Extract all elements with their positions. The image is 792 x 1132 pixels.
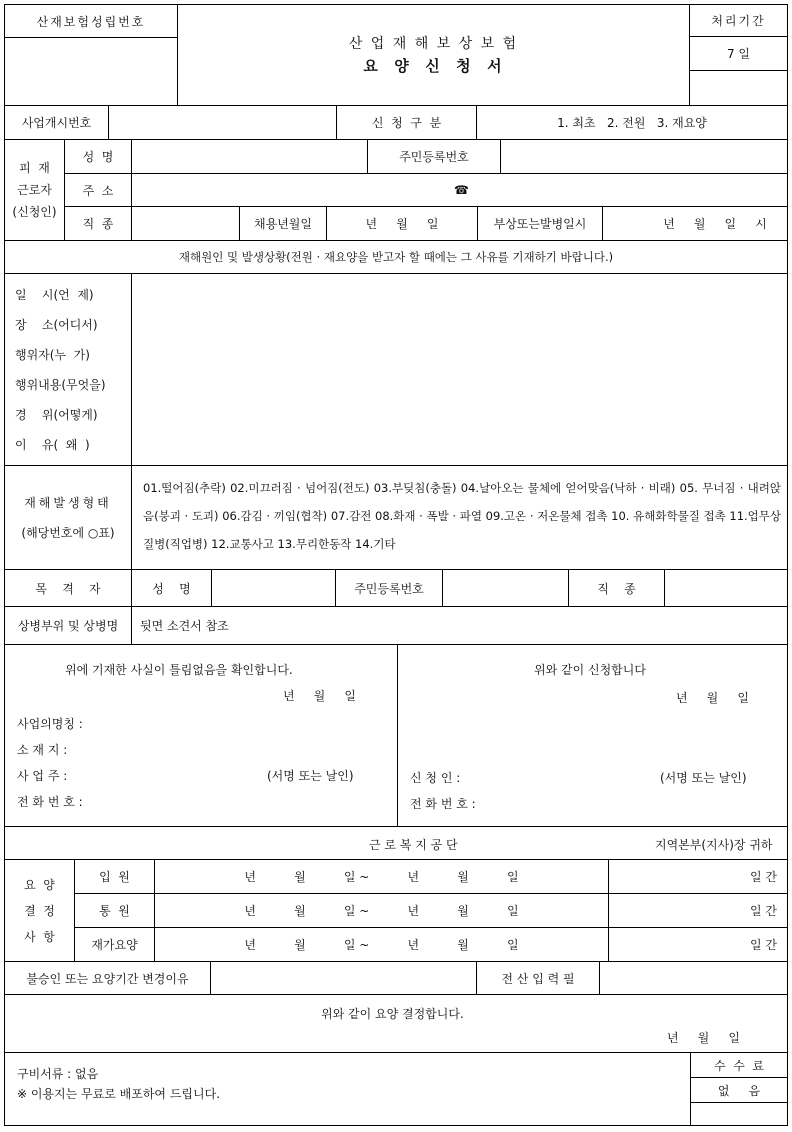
injury-value[interactable]: 뒷면 소견서 참조 xyxy=(140,619,229,633)
apply-type-label: 신 청 구 분 xyxy=(337,106,477,139)
start-no-label: 사업개시번호 xyxy=(5,106,109,139)
worker-id-label: 주민등록번호 xyxy=(368,140,501,174)
cause-item: 이 유( 왜 ) xyxy=(15,437,90,452)
witness-id-label: 주민등록번호 xyxy=(336,570,443,606)
worker-section-label: 피 재 근로자 (신청인) xyxy=(5,140,65,240)
phone-icon: ☎ xyxy=(454,183,469,197)
worker-section xyxy=(5,140,787,241)
witness-job-label: 직 종 xyxy=(569,570,665,606)
decision-row-days[interactable]: 일 간 xyxy=(609,894,787,928)
injury-date-value[interactable]: 년 월 일 시 xyxy=(663,217,767,231)
owner-sign-label: (서명 또는 날인) xyxy=(267,769,354,783)
apply-date: 년 월 일 xyxy=(676,691,749,705)
owner-label: 사 업 주 : xyxy=(17,769,68,783)
witness-label: 목 격 자 xyxy=(5,570,132,606)
worker-id-value[interactable] xyxy=(501,140,787,174)
free-note: ※ 이용지는 무료로 배포하여 드립니다. xyxy=(17,1087,221,1101)
cause-details-row xyxy=(5,274,787,466)
addressee-to: 지역본부(지사)장 귀하 xyxy=(655,838,773,852)
period-label: 처리기간 xyxy=(689,5,787,37)
worker-name-label: 성 명 xyxy=(65,140,132,174)
business-row xyxy=(5,106,787,140)
applicant-phone-label: 전 화 번 호 : xyxy=(410,797,476,811)
fee-value: 없 음 xyxy=(691,1078,787,1103)
decision-row-label: 재가요양 xyxy=(75,928,155,961)
addressee-row xyxy=(5,827,787,860)
footer-notes xyxy=(5,1053,691,1125)
reg-no-label: 산재보험성립번호 xyxy=(5,5,178,38)
decision-row-range[interactable]: 년 월 일 ~ 년 월 일 xyxy=(155,860,609,894)
decision-row-range[interactable]: 년 월 일 ~ 년 월 일 xyxy=(155,928,609,961)
applicant-label: 신 청 인 : xyxy=(410,771,461,785)
decided-row xyxy=(5,995,787,1053)
start-no-value[interactable] xyxy=(109,106,337,139)
injury-date-label: 부상또는발병일시 xyxy=(478,207,603,240)
witness-job-value[interactable] xyxy=(665,570,787,606)
accident-type-row xyxy=(5,466,787,570)
decision-section xyxy=(5,860,787,962)
worker-job-value[interactable] xyxy=(132,207,240,240)
accident-type-options[interactable]: 01.떨어짐(추락) 02.미끄러짐 · 넘어짐(전도) 03.부딪침(충돌) 04.날아오는 물체에 얻어맞음(낙하 · 비래) 05. 무너짐 · 내려앉음(붕괴 · 도괴) 06.감김 · 끼임(협착) 07.감전 08.화재 · 폭발 · 파열 09.고온 · 저온물체 접촉 10. 유해화학물질 접촉 11.업무상질병(직업병) 12.교통사고 13.무리한동작 14.기타 xyxy=(143,481,781,551)
cause-details-value[interactable] xyxy=(132,274,787,465)
decision-label: 요 양 결 정 사 항 xyxy=(5,860,75,961)
confirm-date: 년 월 일 xyxy=(283,689,356,703)
reject-label: 불승인 또는 요양기간 변경이유 xyxy=(5,962,211,994)
fee-label: 수 수 료 xyxy=(691,1053,787,1078)
hire-date-label: 채용년월일 xyxy=(240,207,327,240)
witness-row xyxy=(5,570,787,607)
form-title-line2: 요 양 신 청 서 xyxy=(363,57,504,75)
injury-row xyxy=(5,607,787,645)
period-value: 7 일 xyxy=(689,37,787,71)
confirm-statement: 위에 기재한 사실이 틀림없음을 확인합니다. xyxy=(65,663,293,677)
decision-row-label: 입 원 xyxy=(75,860,155,894)
decision-row-label: 통 원 xyxy=(75,894,155,928)
apply-statement: 위와 같이 신청합니다 xyxy=(534,663,646,677)
confirm-row xyxy=(5,645,787,827)
footer-row xyxy=(5,1053,787,1125)
location-label: 소 재 지 : xyxy=(17,743,68,757)
apply-type-options[interactable]: 1. 최초 2. 전원 3. 재요양 xyxy=(557,116,707,130)
form-header xyxy=(5,5,787,106)
reject-row xyxy=(5,962,787,995)
cause-item: 행위내용(무엇을) xyxy=(15,377,106,392)
reject-value[interactable] xyxy=(211,962,477,994)
decided-statement: 위와 같이 요양 결정합니다. xyxy=(321,1007,464,1021)
cause-header: 재해원인 및 발생상황(전원 · 재요양을 받고자 할 때에는 그 사유를 기재하기 바랍니다.) xyxy=(178,250,614,264)
decision-row-days[interactable]: 일 간 xyxy=(609,860,787,894)
biz-name-label: 사업의명칭 : xyxy=(17,717,83,731)
agency-name: 근 로 복 지 공 단 xyxy=(369,838,458,852)
cause-item: 경 위(어떻게) xyxy=(15,407,98,422)
witness-name-label: 성 명 xyxy=(132,570,212,606)
decision-row-days[interactable]: 일 간 xyxy=(750,938,777,952)
decision-row-range[interactable]: 년 월 일 ~ 년 월 일 xyxy=(155,894,609,928)
hire-date-value[interactable]: 년 월 일 xyxy=(327,207,478,240)
application-form xyxy=(4,4,788,1126)
required-docs: 구비서류 : 없음 xyxy=(17,1067,99,1081)
cause-item: 일 시(언 제) xyxy=(15,287,94,302)
applicant-sign-label: (서명 또는 날인) xyxy=(660,771,747,785)
input-check-label: 전 산 입 력 필 xyxy=(477,962,600,994)
cause-item: 행위자(누 가) xyxy=(15,347,90,362)
accident-type-label: 재해발생형태 (해당번호에 ○표) xyxy=(5,466,132,569)
fee-blank xyxy=(691,1103,787,1125)
cause-header-row xyxy=(5,241,787,274)
period-blank xyxy=(689,71,787,105)
form-title-line1: 산 업 재 해 보 상 보 험 xyxy=(348,36,519,52)
biz-phone-label: 전 화 번 호 : xyxy=(17,795,83,809)
worker-address-label: 주 소 xyxy=(65,174,132,207)
confirm-right xyxy=(398,645,787,826)
worker-name-value[interactable] xyxy=(132,140,368,174)
worker-job-label: 직 종 xyxy=(65,207,132,240)
cause-items xyxy=(5,274,132,465)
confirm-left xyxy=(5,645,398,826)
worker-address-value[interactable] xyxy=(132,174,787,207)
injury-label: 상병부위 및 상병명 xyxy=(5,607,132,644)
reg-no-value[interactable] xyxy=(5,38,178,105)
input-check-value[interactable] xyxy=(600,962,787,994)
form-title xyxy=(178,5,689,105)
cause-item: 장 소(어디서) xyxy=(15,317,98,332)
witness-name-value[interactable] xyxy=(212,570,336,606)
witness-id-value[interactable] xyxy=(443,570,569,606)
decided-date: 년 월 일 xyxy=(667,1031,740,1045)
